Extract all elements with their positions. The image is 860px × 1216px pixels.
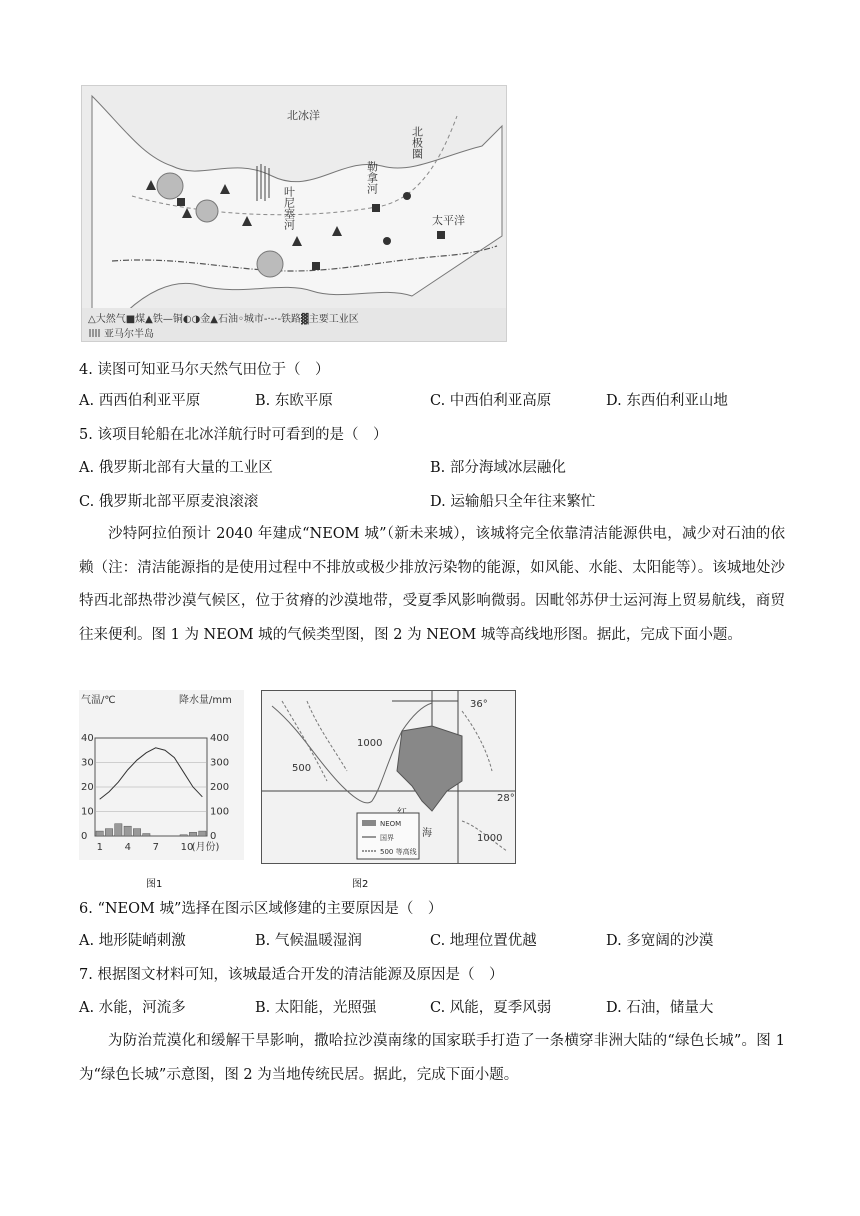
- left-tick-label: 30: [81, 757, 94, 769]
- map-legend-line1: △大然气■煤▲铁—铜◐◑金▲石油◦城市-·-·-铁路▓主要工业区: [88, 314, 359, 325]
- figure2-caption: 图2: [352, 879, 369, 890]
- q6-stem: 6. “NEOM 城”选择在图示区域修建的主要原因是（ ）: [79, 901, 443, 917]
- left-tick-label: 10: [81, 806, 94, 818]
- neom-region: [397, 726, 462, 811]
- figure2-neom-map: [261, 690, 516, 864]
- precip-bar: [133, 829, 140, 836]
- precip-bar: [96, 831, 103, 836]
- legend-contour: 500 等高线: [380, 848, 417, 856]
- q7-option-a[interactable]: A. 水能，河流多: [79, 1000, 186, 1016]
- precip-bar: [199, 831, 206, 836]
- left-tick-label: 40: [81, 733, 94, 744]
- precip-bar: [124, 826, 131, 836]
- q4-stem: 4. 读图可知亚马尔天然气田位于（ ）: [79, 362, 330, 378]
- contour-1000-b: 1000: [477, 833, 503, 844]
- right-tick-label: 400: [210, 733, 230, 744]
- contour-500: 500: [292, 763, 312, 774]
- label-yenisei-river: 叶尼塞河: [282, 186, 296, 230]
- russia-resource-map: [81, 85, 507, 342]
- x-tick-label: 10: [180, 842, 194, 853]
- russia-map-svg: [82, 86, 506, 341]
- q6-option-d[interactable]: D. 多宽阔的沙漠: [606, 933, 714, 949]
- climate-chart-svg: [79, 690, 244, 860]
- climate-ylabel-left: 气温/℃: [81, 695, 116, 706]
- industrial-zone-2: [196, 200, 218, 222]
- x-tick-label: 1: [96, 842, 104, 853]
- q5-option-d[interactable]: D. 运输船只全年往来繁忙: [430, 494, 596, 510]
- industrial-zone-3: [257, 251, 283, 277]
- passage-neom: 沙特阿拉伯预计 2040 年建成“NEOM 城”（新未来城），该城将完全依靠清洁能源供电，减少对石油的依赖（注：清洁能源指的是使用过程中不排放或极少排放污染物的能源，如风能、水能、太阳能等）。该城地处沙特西北部热带沙漠气候区，位于贫瘠的沙漠地带，受夏季风影响微弱。因毗邻苏伊士运河海上贸易航线，商贸往来便利。图 1 为 NEOM 城的气候类型图，图 2 为 NEOM 城等高线地形图。据此，完成下面小题。: [79, 526, 785, 643]
- label-pacific-ocean: 太平洋: [432, 214, 465, 227]
- right-tick-label: 0: [210, 831, 217, 842]
- legend-border: 国界: [380, 834, 394, 842]
- q4-option-d[interactable]: D. 东西伯利亚山地: [606, 393, 728, 409]
- figure1-climate-chart: [79, 690, 244, 860]
- precip-bar: [180, 835, 187, 836]
- right-tick-label: 100: [210, 806, 230, 818]
- q6-option-a[interactable]: A. 地形陡峭刺激: [79, 933, 186, 949]
- x-tick-label: 7: [152, 842, 160, 853]
- q5-option-c[interactable]: C. 俄罗斯北部平原麦浪滚滚: [79, 494, 259, 510]
- figure1-caption: 图1: [146, 879, 163, 890]
- precip-bar: [115, 824, 122, 836]
- lat-28: 28°: [497, 793, 515, 804]
- q5-option-b[interactable]: B. 部分海域冰层融化: [430, 460, 566, 476]
- neom-map-svg: [262, 691, 515, 863]
- right-tick-label: 300: [210, 757, 230, 769]
- label-arctic-ocean: 北冰洋: [287, 109, 320, 122]
- x-tick-label: 4: [124, 842, 132, 853]
- left-tick-label: 0: [81, 831, 88, 842]
- passage-green-wall: 为防治荒漠化和缓解干旱影响，撒哈拉沙漠南缘的国家联手打造了一条横穿非洲大陆的“绿色长城”。图 1 为“绿色长城”示意图，图 2 为当地传统民居。据此，完成下面小题。: [79, 1033, 785, 1083]
- q7-option-b[interactable]: B. 太阳能，光照强: [255, 1000, 377, 1016]
- climate-ylabel-right: 降水量/mm: [179, 695, 232, 706]
- q7-stem: 7. 根据图文材料可知，该城最适合开发的清洁能源及原因是（ ）: [79, 967, 504, 983]
- q6-option-b[interactable]: B. 气候温暖湿润: [255, 933, 362, 949]
- q4-option-b[interactable]: B. 东欧平原: [255, 393, 333, 409]
- legend-neom: NEOM: [380, 820, 402, 828]
- precip-bar: [189, 832, 196, 836]
- q4-option-a[interactable]: A. 西西伯利亚平原: [79, 393, 201, 409]
- industrial-zone-1: [157, 173, 183, 199]
- left-tick-label: 20: [81, 782, 94, 793]
- q5-stem: 5. 该项目轮船在北冰洋航行时可看到的是（ ）: [79, 427, 388, 443]
- right-tick-label: 200: [210, 782, 230, 793]
- contour-1000-a: 1000: [357, 738, 383, 749]
- label-lena-river: 勒拿河: [365, 161, 379, 194]
- q4-option-c[interactable]: C. 中西伯利亚高原: [430, 393, 552, 409]
- precip-bar: [143, 834, 150, 836]
- temperature-line: [100, 748, 203, 799]
- precip-bar: [105, 829, 112, 836]
- map-legend-line2: 亚马尔半岛: [104, 329, 154, 340]
- label-arctic-circle: 北极圈: [410, 126, 424, 159]
- x-unit-label: (月份): [191, 842, 220, 853]
- label-red-sea-2: 海: [422, 828, 432, 839]
- q5-option-a[interactable]: A. 俄罗斯北部有大量的工业区: [79, 460, 273, 476]
- q7-option-c[interactable]: C. 风能，夏季风弱: [430, 1000, 552, 1016]
- q6-option-c[interactable]: C. 地理位置优越: [430, 933, 537, 949]
- lat-36: 36°: [470, 699, 488, 710]
- q7-option-d[interactable]: D. 石油，储量大: [606, 1000, 714, 1016]
